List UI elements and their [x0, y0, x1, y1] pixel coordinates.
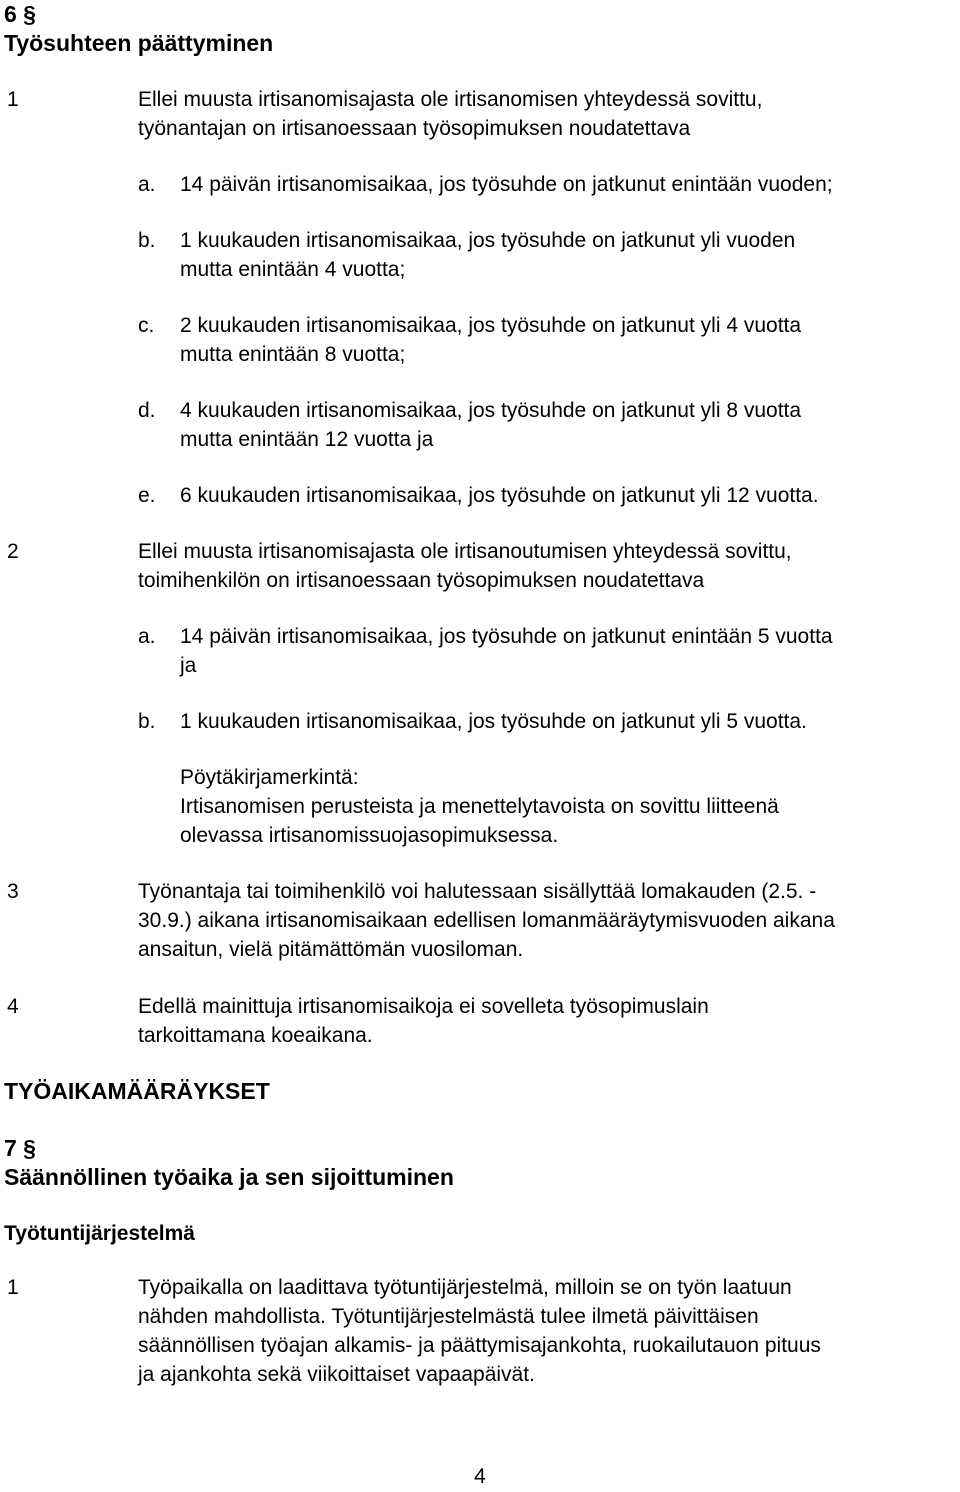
item-number: 2 [7, 540, 19, 563]
sub-item-letter: e. [138, 484, 156, 507]
note-text: olevassa irtisanomissuojasopimuksessa. [180, 824, 559, 847]
item-number: 1 [7, 1276, 19, 1299]
item-text-line: nähden mahdollista. Työtuntijärjestelmästä tulee ilmetä päivittäisen [138, 1305, 759, 1328]
page-number: 4 [474, 1465, 486, 1488]
sub-item-letter: b. [138, 710, 156, 733]
sub-item-text: 4 kuukauden irtisanomisaikaa, jos työsuhde on jatkunut yli 8 vuotta [180, 399, 802, 422]
item-text-line: tarkoittamana koeaikana. [138, 1024, 373, 1047]
item-text-line: Ellei muusta irtisanomisajasta ole irtisanomisen yhteydessä sovittu, [138, 88, 763, 111]
item-text-line: ja ajankohta sekä viikoittaiset vapaapäivät. [138, 1363, 535, 1386]
sub-item-text: 14 päivän irtisanomisaikaa, jos työsuhde on jatkunut enintään 5 vuotta [180, 625, 833, 648]
note-text: Irtisanomisen perusteista ja menettelytavoista on sovittu liitteenä [180, 795, 779, 818]
item-text-line: Työnantaja tai toimihenkilö voi halutessaan sisällyttää lomakauden (2.5. - [138, 880, 817, 903]
item-text-line: ansaitun, vielä pitämättömän vuosiloman. [138, 938, 524, 961]
sub-item-letter: a. [138, 173, 156, 196]
sub-item-text: mutta enintään 4 vuotta; [180, 258, 406, 281]
sub-item-letter: d. [138, 399, 156, 422]
section-title: Säännöllinen työaika ja sen sijoittuminen [4, 1164, 454, 1190]
sub-item-text: 2 kuukauden irtisanomisaikaa, jos työsuhde on jatkunut yli 4 vuotta [180, 314, 802, 337]
item-number: 3 [7, 880, 19, 903]
item-text-line: toimihenkilön on irtisanoessaan työsopimuksen noudatettava [138, 569, 705, 592]
item-text-line: säännöllisen työajan alkamis- ja päättymisajankohta, ruokailutauon pituus [138, 1334, 821, 1357]
sub-item-letter: c. [138, 314, 155, 337]
section-title: Työsuhteen päättyminen [4, 30, 274, 56]
sub-item-text: 1 kuukauden irtisanomisaikaa, jos työsuhde on jatkunut yli vuoden [180, 229, 796, 252]
sub-item-text: mutta enintään 8 vuotta; [180, 343, 406, 366]
sub-item-letter: b. [138, 229, 156, 252]
sub-item-text: 6 kuukauden irtisanomisaikaa, jos työsuhde on jatkunut yli 12 vuotta. [180, 484, 819, 507]
sub-item-text: 1 kuukauden irtisanomisaikaa, jos työsuhde on jatkunut yli 5 vuotta. [180, 710, 807, 733]
item-number: 1 [7, 88, 19, 111]
item-text-line: Ellei muusta irtisanomisajasta ole irtisanoutumisen yhteydessä sovittu, [138, 540, 792, 563]
sub-item-letter: a. [138, 625, 156, 648]
section-number: 6 § [4, 1, 36, 27]
section-number: 7 § [4, 1135, 36, 1161]
chapter-heading: TYÖAIKAMÄÄRÄYKSET [4, 1078, 270, 1104]
item-text-line: 30.9.) aikana irtisanomisaikaan edellisen lomanmääräytymisvuoden aikana [138, 909, 835, 932]
item-number: 4 [7, 995, 19, 1018]
sub-item-text: ja [180, 654, 197, 677]
sub-item-text: 14 päivän irtisanomisaikaa, jos työsuhde on jatkunut enintään vuoden; [180, 173, 833, 196]
item-text-line: Edellä mainittuja irtisanomisaikoja ei sovelleta työsopimuslain [138, 995, 709, 1018]
note-label: Pöytäkirjamerkintä: [180, 766, 359, 789]
item-text-line: työnantajan on irtisanoessaan työsopimuksen noudatettava [138, 117, 691, 140]
subheading: Työtuntijärjestelmä [4, 1222, 195, 1245]
sub-item-text: mutta enintään 12 vuotta ja [180, 428, 434, 451]
item-text-line: Työpaikalla on laadittava työtuntijärjestelmä, milloin se on työn laatuun [138, 1276, 792, 1299]
